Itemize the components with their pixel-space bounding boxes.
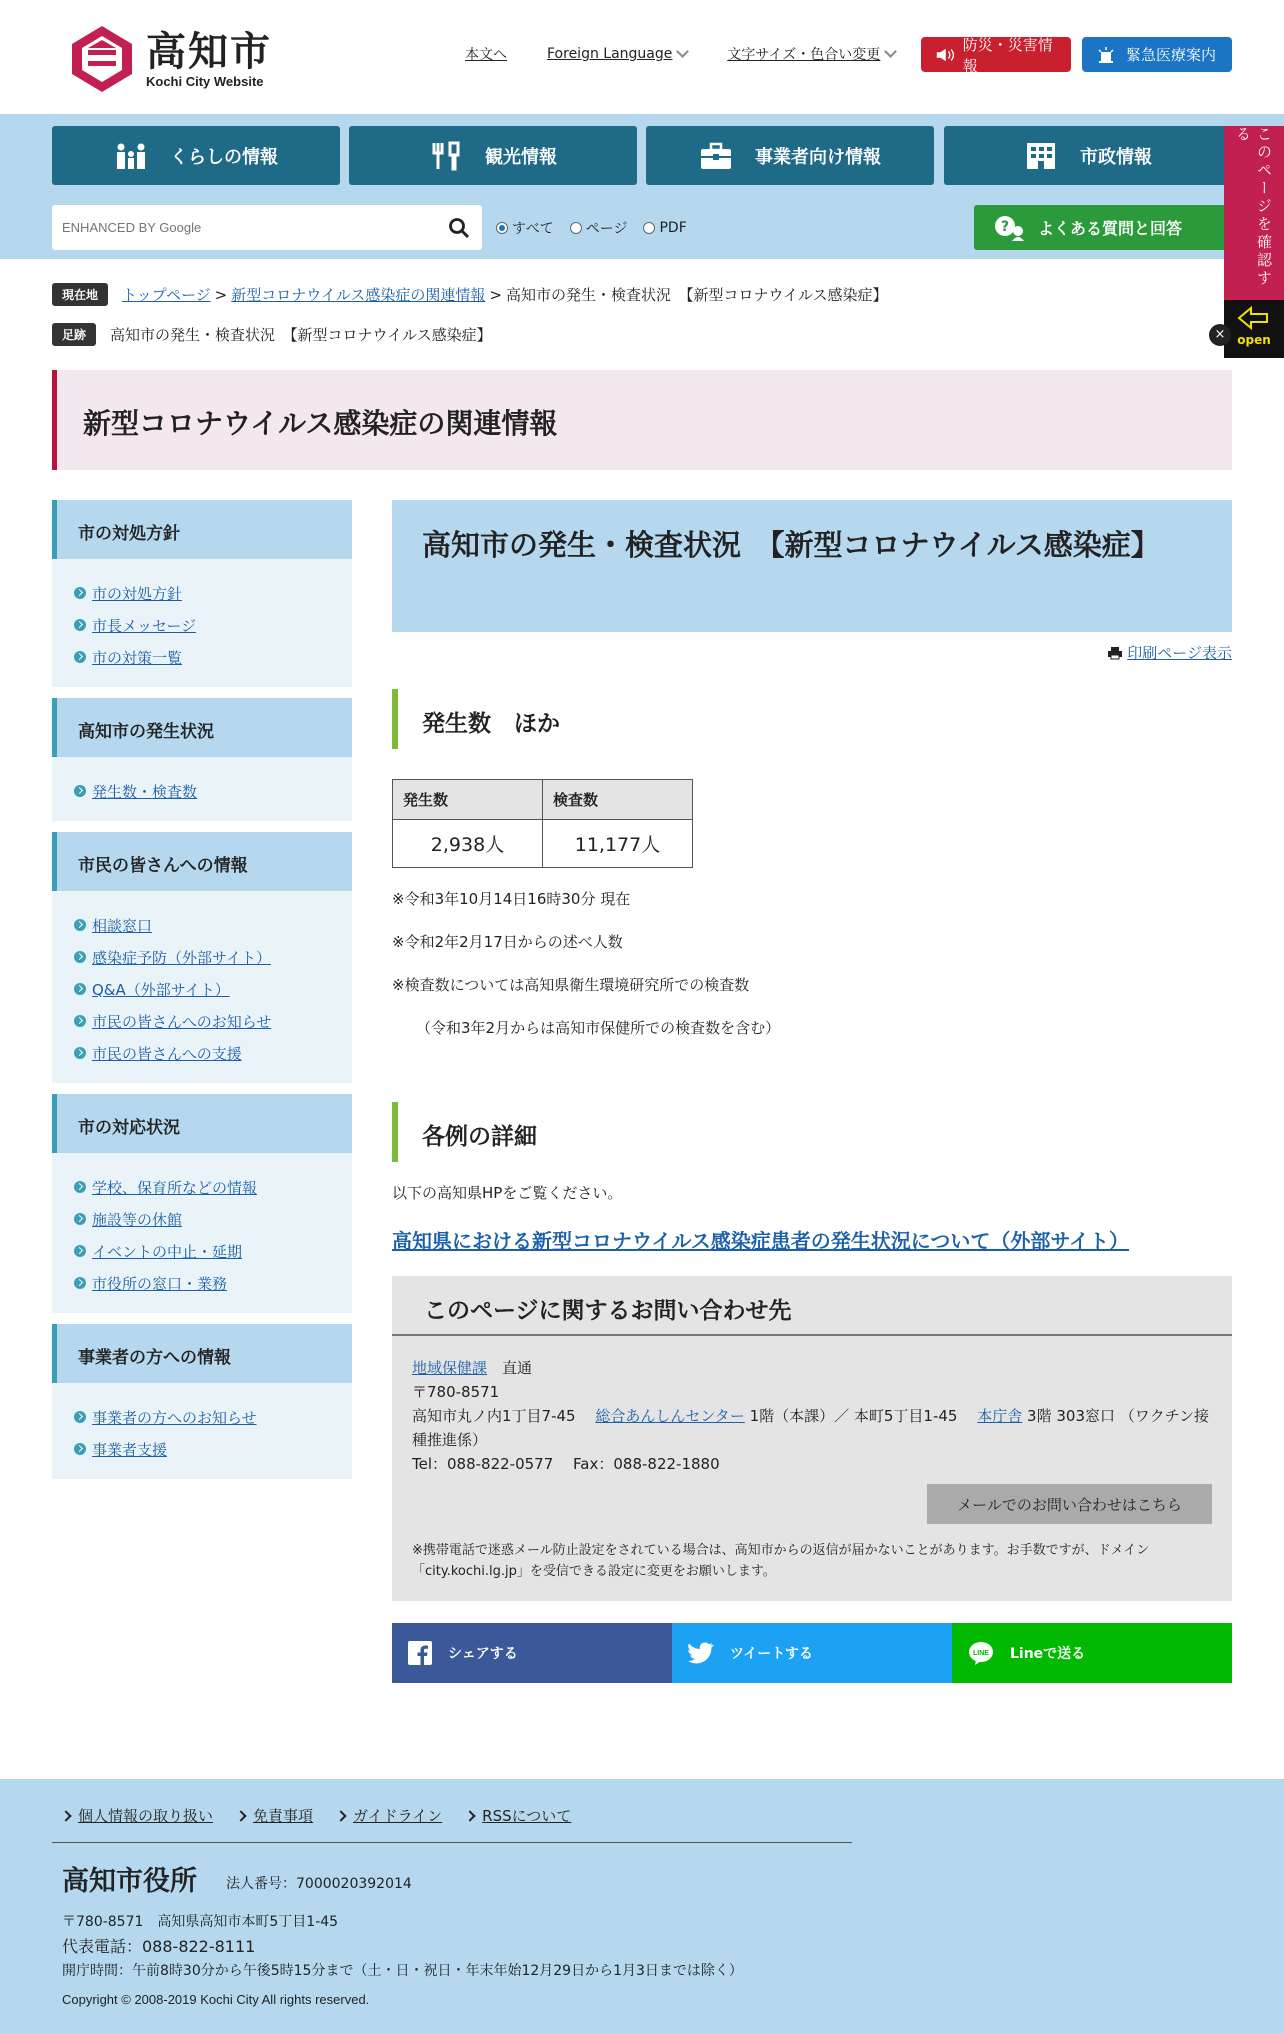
emergency-medical-button[interactable] bbox=[1082, 37, 1232, 72]
note-date: ※令和3年10月14日16時30分 現在 bbox=[392, 890, 631, 908]
siren-icon bbox=[1096, 46, 1116, 64]
table-header: 発生数 bbox=[393, 780, 543, 820]
chevron-down-icon bbox=[884, 45, 897, 58]
history-trail bbox=[52, 323, 492, 346]
note-tests: ※検査数については高知県衛生環境研究所での検査数 bbox=[392, 976, 750, 994]
sidebar-section-title: 事業者の方への情報 bbox=[52, 1324, 352, 1383]
sidebar-item[interactable] bbox=[74, 1203, 352, 1235]
footer-link-label: RSSについて bbox=[482, 1807, 572, 1825]
mail-contact-button[interactable]: メールでのお問い合わせはこちら bbox=[927, 1484, 1212, 1524]
prefecture-status-link[interactable]: 高知県における新型コロナウイルス感染症患者の発生状況について（外部サイト） bbox=[392, 1229, 1129, 1253]
foreign-language-menu[interactable] bbox=[547, 44, 687, 64]
dept-link[interactable]: 地域保健課 bbox=[412, 1359, 488, 1377]
search-icon[interactable] bbox=[448, 217, 470, 239]
footer-links bbox=[62, 1805, 595, 1826]
arrow-bullet-icon bbox=[74, 1245, 86, 1257]
sidebar-item-label: 感染症予防（外部サイト） bbox=[92, 948, 271, 967]
family-icon bbox=[114, 141, 148, 171]
sidebar-item-label: 事業者支援 bbox=[92, 1440, 168, 1459]
close-icon[interactable]: × bbox=[1209, 324, 1231, 346]
emergency-medical-label: 緊急医療案内 bbox=[1126, 46, 1217, 64]
history-item: 高知市の発生・検査状況 【新型コロナウイルス感染症】 bbox=[110, 326, 492, 344]
site-logo[interactable] bbox=[70, 24, 272, 94]
contact-title: このページに関するお問い合わせ先 bbox=[392, 1276, 1232, 1336]
nav-business[interactable] bbox=[646, 126, 934, 185]
disaster-info-button[interactable] bbox=[921, 35, 1071, 75]
sidebar-item-label: 市の対処方針 bbox=[92, 584, 183, 603]
table-header: 検査数 bbox=[543, 780, 693, 820]
foreign-language-label: Foreign Language bbox=[547, 46, 673, 62]
chevron-right-icon bbox=[60, 1810, 71, 1821]
sidebar-item[interactable] bbox=[74, 775, 352, 807]
sidebar-item-label: 発生数・検査数 bbox=[92, 782, 198, 801]
chevron-down-icon bbox=[677, 45, 690, 58]
skip-to-content-link[interactable]: 本文へ bbox=[465, 47, 507, 63]
text-size-color-menu[interactable] bbox=[727, 44, 895, 64]
open-panel-button[interactable] bbox=[1224, 300, 1284, 358]
facebook-icon bbox=[408, 1641, 432, 1665]
cases-count: 2,938人 bbox=[393, 820, 543, 868]
arrow-bullet-icon bbox=[74, 1411, 86, 1423]
center-link[interactable]: 総合あんしんセンター bbox=[595, 1407, 745, 1425]
sidebar-section bbox=[52, 1094, 352, 1313]
sidebar-section-title: 市の対応状況 bbox=[52, 1094, 352, 1153]
sidebar-item[interactable] bbox=[74, 973, 352, 1005]
arrow-bullet-icon bbox=[74, 1015, 86, 1027]
line-share-label: Lineで送る bbox=[1010, 1646, 1086, 1662]
sidebar-item[interactable] bbox=[74, 1267, 352, 1299]
arrow-bullet-icon bbox=[74, 1213, 86, 1225]
building-icon bbox=[1024, 141, 1058, 171]
footer-link-label: ガイドライン bbox=[353, 1807, 443, 1825]
sidebar-item[interactable] bbox=[74, 641, 352, 673]
footer-phone: 代表電話：088-822-8111 bbox=[62, 1937, 256, 1956]
contact-phone: Tel：088-822-0577 Fax：088-822-1880 bbox=[412, 1455, 720, 1473]
arrow-bullet-icon bbox=[74, 1443, 86, 1455]
sidebar-section bbox=[52, 1324, 352, 1479]
printer-icon bbox=[1107, 646, 1123, 660]
share-bar bbox=[392, 1623, 1232, 1683]
twitter-icon bbox=[688, 1642, 714, 1664]
breadcrumb-sep: > bbox=[214, 285, 228, 304]
sidebar-item[interactable] bbox=[74, 1433, 352, 1465]
site-header bbox=[0, 0, 1284, 114]
arrow-bullet-icon bbox=[74, 983, 86, 995]
office-link[interactable]: 本庁舎 bbox=[977, 1407, 1023, 1425]
sidebar-item-label: 市民の皆さんへの支援 bbox=[92, 1044, 242, 1063]
arrow-bullet-icon bbox=[74, 1047, 86, 1059]
nav-tourism[interactable] bbox=[349, 126, 637, 185]
details-text: 以下の高知県HPをご覧ください。 bbox=[392, 1184, 623, 1202]
sidebar-item-label: 市民の皆さんへのお知らせ bbox=[92, 1012, 272, 1031]
contact-address-2: 1階（本課）／ 本町5丁目1-45 bbox=[749, 1407, 958, 1425]
disaster-info-label: 防災・災害情報 bbox=[962, 35, 1053, 75]
line-share-button[interactable] bbox=[952, 1623, 1232, 1683]
radio-unchecked bbox=[643, 222, 655, 234]
scope-all-label: すべて bbox=[512, 221, 554, 237]
arrow-bullet-icon bbox=[74, 951, 86, 963]
footer-hours: 開庁時間：午前8時30分から午後5時15分まで（土・日・祝日・年末年始12月29日から1月3日までは除く） bbox=[62, 1963, 743, 1979]
radio-checked bbox=[496, 222, 508, 234]
scope-pdf-label: PDF bbox=[659, 220, 687, 236]
scope-pdf-radio[interactable] bbox=[643, 218, 686, 238]
sidebar-item-label: 学校、保育所などの情報 bbox=[92, 1178, 258, 1197]
footer-divider bbox=[52, 1842, 852, 1843]
sidebar bbox=[52, 500, 352, 1490]
breadcrumb-category[interactable]: 新型コロナウイルス感染症の関連情報 bbox=[231, 286, 486, 304]
sidebar-item[interactable] bbox=[74, 1037, 352, 1069]
sidebar-section-title: 高知市の発生状況 bbox=[52, 698, 352, 757]
tests-count: 11,177人 bbox=[543, 820, 693, 868]
sidebar-item-label: イベントの中止・延期 bbox=[92, 1242, 243, 1261]
footer-link-privacy[interactable] bbox=[62, 1805, 213, 1826]
nav-life-info[interactable] bbox=[52, 126, 340, 185]
sidebar-item-label: 施設等の休館 bbox=[92, 1210, 183, 1229]
footer-link-label: 個人情報の取り扱い bbox=[78, 1807, 214, 1825]
breadcrumb-home[interactable]: トップページ bbox=[122, 286, 211, 304]
chevron-right-icon bbox=[464, 1810, 475, 1821]
arrow-bullet-icon bbox=[74, 919, 86, 931]
chevron-right-icon bbox=[335, 1810, 346, 1821]
sidebar-item-label: 市役所の窓口・業務 bbox=[92, 1274, 228, 1293]
city-emblem-icon bbox=[70, 24, 134, 94]
twitter-share-label: ツイートする bbox=[730, 1646, 813, 1662]
print-label: 印刷ページ表示 bbox=[1127, 644, 1232, 662]
page-title: 高知市の発生・検査状況 【新型コロナウイルス感染症】 bbox=[392, 500, 1232, 632]
footer-copyright: Copyright © 2008-2019 Kochi City All rights reserved. bbox=[62, 1992, 370, 2007]
text-size-label: 文字サイズ・色合い変更 bbox=[727, 47, 881, 63]
section-title-counts: 発生数 ほか bbox=[392, 689, 1232, 749]
sidebar-item-label: 市長メッセージ bbox=[92, 616, 197, 635]
footer-link-guideline[interactable] bbox=[337, 1805, 442, 1826]
sidebar-item[interactable] bbox=[74, 909, 352, 941]
check-page-label: このページを確認する bbox=[1234, 126, 1273, 288]
line-icon bbox=[968, 1641, 994, 1665]
scope-page-radio[interactable] bbox=[570, 218, 628, 238]
sidebar-item[interactable] bbox=[74, 1005, 352, 1037]
facebook-share-label: シェアする bbox=[448, 1646, 518, 1662]
sidebar-item[interactable] bbox=[74, 1235, 352, 1267]
sidebar-item-label: Q&A（外部サイト） bbox=[92, 980, 230, 999]
breadcrumb-sep: > bbox=[489, 285, 502, 304]
note-cumulative: ※令和2年2月17日からの述べ人数 bbox=[392, 933, 623, 951]
sidebar-section bbox=[52, 500, 352, 687]
direct-label: 直通 bbox=[502, 1359, 533, 1377]
stats-table bbox=[392, 779, 693, 868]
sidebar-item[interactable] bbox=[74, 941, 352, 973]
chevron-right-icon bbox=[235, 1810, 246, 1821]
facebook-share-button[interactable] bbox=[392, 1623, 672, 1683]
search-scope bbox=[496, 218, 703, 238]
arrow-bullet-icon bbox=[74, 619, 86, 631]
sidebar-item-label: 市の対策一覧 bbox=[92, 648, 183, 667]
footer-link-label: 免責事項 bbox=[253, 1807, 314, 1825]
sidebar-item[interactable] bbox=[74, 1171, 352, 1203]
search-input[interactable] bbox=[62, 205, 432, 250]
section-title-details: 各例の詳細 bbox=[392, 1102, 1232, 1162]
sidebar-item[interactable] bbox=[74, 609, 352, 641]
contact-address-3: 3階 303窓口 （ワクチン接種推進係） bbox=[412, 1407, 1210, 1449]
footer-link-rss[interactable] bbox=[466, 1805, 571, 1826]
nav-city-admin-label: 市政情報 bbox=[1080, 146, 1152, 168]
twitter-share-button[interactable] bbox=[672, 1623, 952, 1683]
faq-label: よくある質問と回答 bbox=[1038, 219, 1183, 238]
breadcrumb-current: 高知市の発生・検査状況 【新型コロナウイルス感染症】 bbox=[505, 286, 888, 304]
sidebar-section bbox=[52, 832, 352, 1083]
sidebar-item-label: 相談窓口 bbox=[92, 916, 153, 935]
site-footer bbox=[0, 1779, 1284, 2033]
note-tests-sub: （令和3年2月からは高知市保健所での検査数を含む） bbox=[416, 1019, 781, 1037]
arrow-left-icon bbox=[1237, 306, 1271, 330]
city-subtitle: Kochi City Website bbox=[146, 73, 264, 89]
svg-text:?: ? bbox=[1000, 218, 1010, 235]
footer-org-name: 高知市役所 bbox=[62, 1866, 197, 1897]
sidebar-section-title: 市の対処方針 bbox=[52, 500, 352, 559]
contact-box bbox=[392, 1276, 1232, 1601]
nav-city-admin[interactable] bbox=[944, 126, 1232, 185]
restaurant-icon bbox=[429, 141, 463, 171]
breadcrumb bbox=[52, 283, 888, 306]
footer-link-disclaimer[interactable] bbox=[237, 1805, 313, 1826]
nav-business-label: 事業者向け情報 bbox=[755, 146, 881, 168]
nav-life-label: くらしの情報 bbox=[170, 146, 278, 168]
sidebar-section-title: 市民の皆さんへの情報 bbox=[52, 832, 352, 891]
arrow-bullet-icon bbox=[74, 785, 86, 797]
sidebar-item[interactable] bbox=[74, 577, 352, 609]
print-link[interactable] bbox=[392, 642, 1232, 663]
sidebar-section bbox=[52, 698, 352, 821]
site-search bbox=[52, 205, 482, 250]
briefcase-icon bbox=[699, 141, 733, 171]
faq-icon bbox=[994, 215, 1024, 241]
main-content bbox=[392, 500, 1232, 1683]
arrow-bullet-icon bbox=[74, 1181, 86, 1193]
sidebar-item-label: 事業者の方へのお知らせ bbox=[92, 1408, 257, 1427]
contact-postal: 〒780-8571 bbox=[412, 1383, 500, 1401]
faq-button[interactable] bbox=[974, 205, 1234, 250]
city-name: 高知市 bbox=[146, 28, 272, 75]
history-tag: 足跡 bbox=[52, 323, 96, 346]
radio-unchecked bbox=[570, 222, 582, 234]
arrow-bullet-icon bbox=[74, 587, 86, 599]
svg-text:LINE: LINE bbox=[973, 1650, 989, 1657]
sidebar-item[interactable] bbox=[74, 1401, 352, 1433]
scope-page-label: ページ bbox=[585, 221, 628, 237]
check-page-tab[interactable] bbox=[1224, 126, 1284, 300]
arrow-bullet-icon bbox=[74, 1277, 86, 1289]
contact-note: ※携帯電話で迷惑メール防止設定をされている場合は、高知市からの返信が届かないことがあります。お手数ですが、ドメイン「city.kochi.lg.jp」を受信できる設定に変更をお願いします。 bbox=[412, 1543, 1150, 1579]
scope-all-radio[interactable] bbox=[496, 218, 554, 238]
nav-tourism-label: 観光情報 bbox=[485, 146, 557, 168]
open-label: open bbox=[1237, 333, 1271, 347]
contact-address: 高知市丸ノ内1丁目7-45 bbox=[412, 1407, 576, 1425]
arrow-bullet-icon bbox=[74, 651, 86, 663]
speaker-icon bbox=[935, 46, 955, 64]
breadcrumb-tag: 現在地 bbox=[52, 283, 108, 306]
category-title: 新型コロナウイルス感染症の関連情報 bbox=[52, 370, 1232, 470]
footer-address: 〒780-8571 高知県高知市本町5丁目1-45 bbox=[62, 1914, 339, 1930]
footer-corp-number: 法人番号：7000020392014 bbox=[226, 1876, 412, 1892]
